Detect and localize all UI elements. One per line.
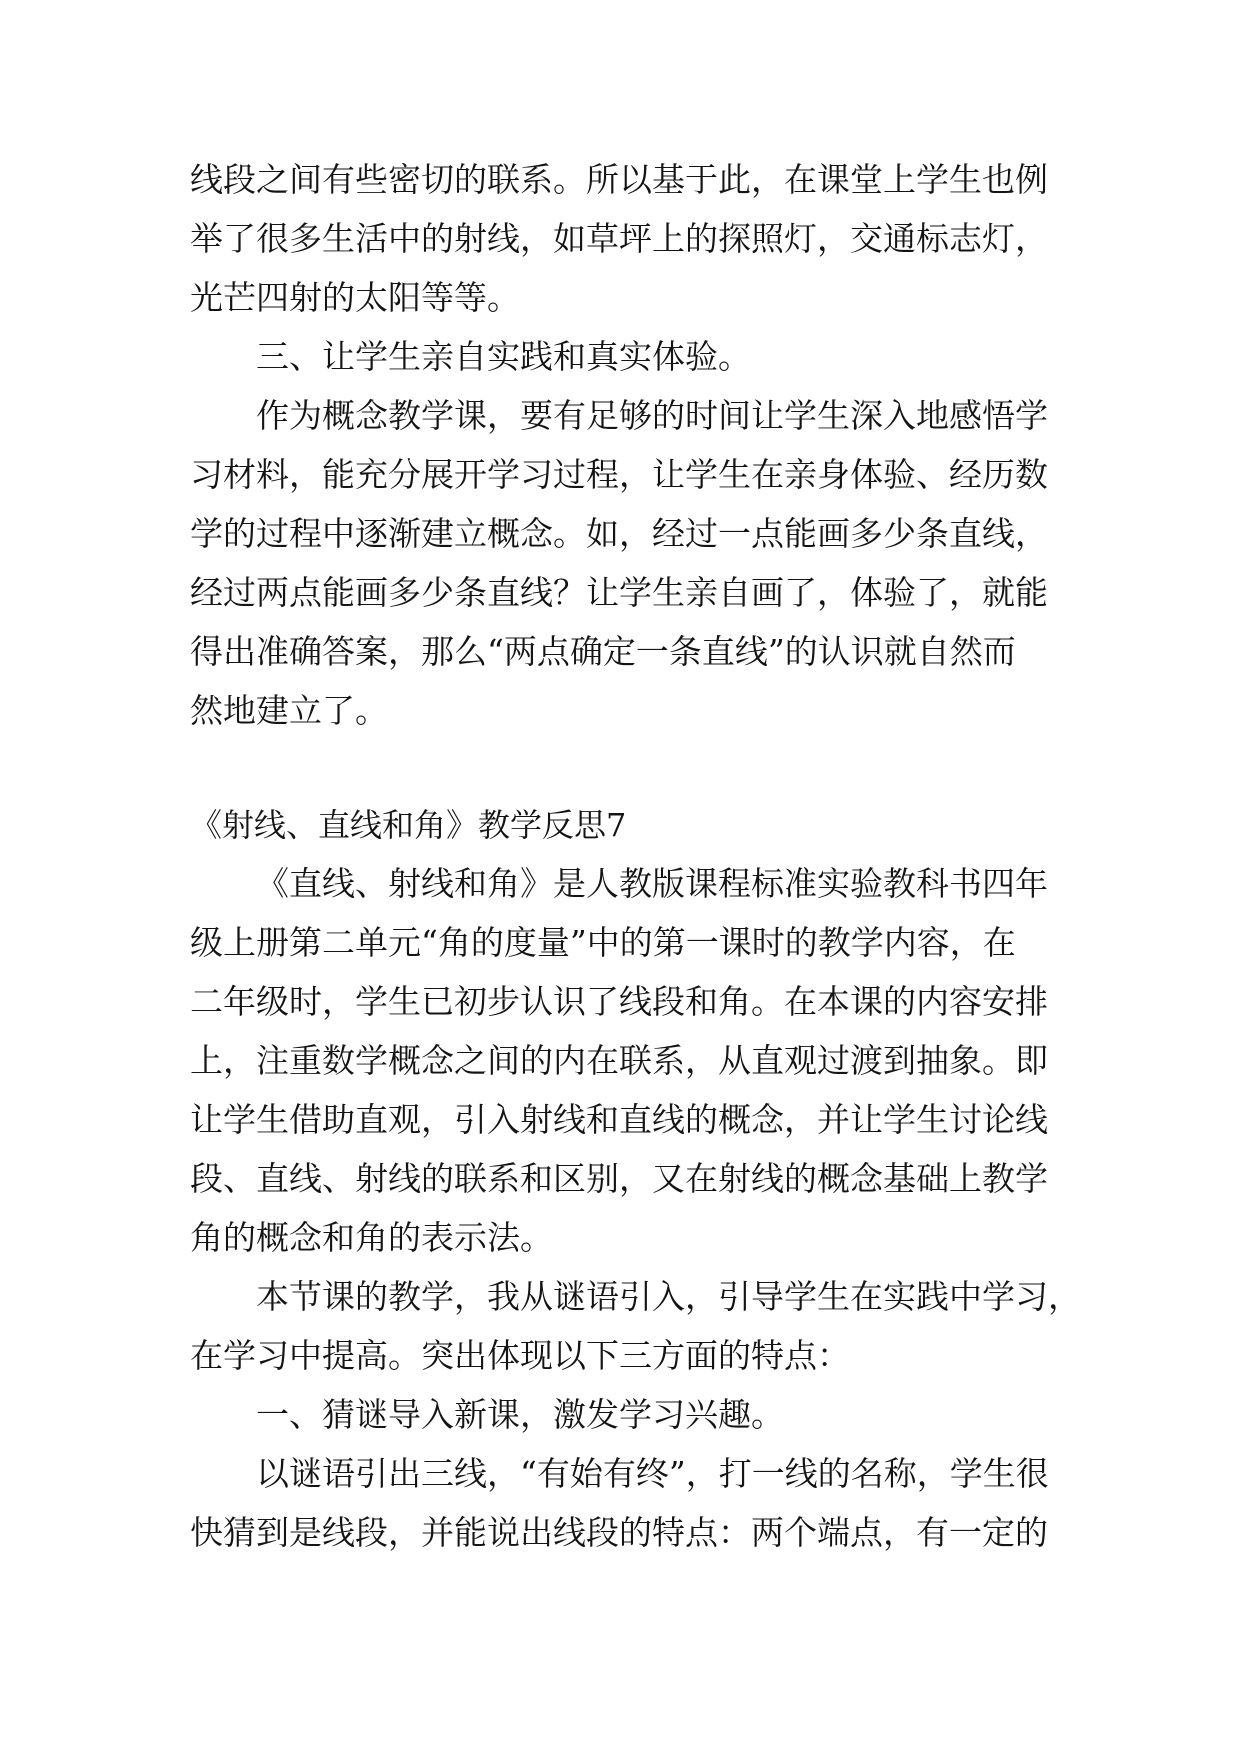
section-heading: 一、猜谜导入新课，激发学习兴趣。 (256, 1395, 784, 1434)
body-text-line: 作为概念教学课，要有足够的时间让学生深入地感悟学 (256, 396, 1048, 435)
body-text-line: 线段之间有些密切的联系。所以基于此，在课堂上学生也例 (190, 160, 1048, 199)
body-text-line: 《直线、射线和角》是人教版课程标准实验教科书四年 (256, 864, 1048, 903)
body-text-line: 角的概念和角的表示法。 (190, 1218, 553, 1257)
body-text-line: 学的过程中逐渐建立概念。如，经过一点能画多少条直线， (190, 514, 1048, 553)
body-text-line: 二年级时，学生已初步认识了线段和角。在本课的内容安排 (190, 982, 1048, 1021)
article-title: 《射线、直线和角》教学反思7 (190, 806, 627, 844)
section-heading: 三、让学生亲自实践和真实体验。 (256, 337, 751, 376)
body-text-line: 上，注重数学概念之间的内在联系，从直观过渡到抽象。即 (190, 1041, 1048, 1080)
body-text-line: 级上册第二单元“角的度量”中的第一课时的教学内容，在 (190, 923, 1016, 962)
body-text-line: 举了很多生活中的射线，如草坪上的探照灯，交通标志灯， (190, 219, 1048, 258)
body-text-line: 快猜到是线段，并能说出线段的特点：两个端点，有一定的 (190, 1513, 1048, 1552)
body-text-line: 本节课的教学，我从谜语引入，引导学生在实践中学习， (256, 1277, 1081, 1316)
body-text-line: 然地建立了。 (190, 691, 388, 730)
body-text-line: 以谜语引出三线，“有始有终”，打一线的名称，学生很 (256, 1454, 1049, 1493)
body-text-line: 得出准确答案，那么“两点确定一条直线”的认识就自然而 (190, 632, 1016, 671)
body-text-line: 段、直线、射线的联系和区别，又在射线的概念基础上教学 (190, 1159, 1048, 1198)
body-text-line: 让学生借助直观，引入射线和直线的概念，并让学生讨论线 (190, 1100, 1048, 1139)
body-text-line: 光芒四射的太阳等等。 (190, 278, 520, 317)
body-text-line: 习材料，能充分展开学习过程，让学生在亲身体验、经历数 (190, 455, 1048, 494)
body-text-line: 在学习中提高。突出体现以下三方面的特点： (190, 1336, 850, 1375)
body-text-line: 经过两点能画多少条直线？让学生亲自画了，体验了，就能 (190, 573, 1048, 612)
